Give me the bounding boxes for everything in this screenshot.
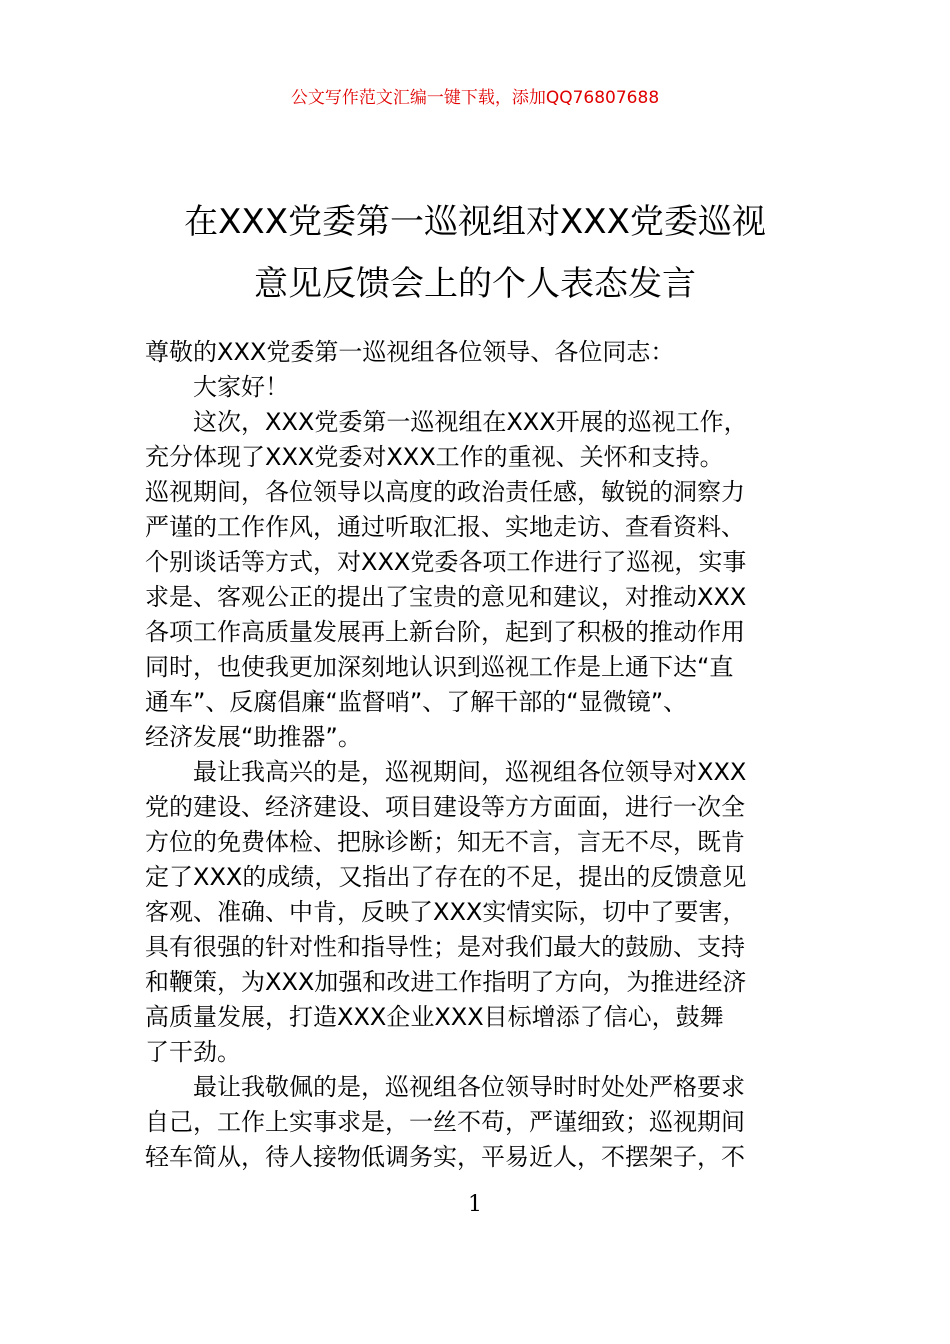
- paragraph-1-line: 求是、客观公正的提出了宝贵的意见和建议，对推动XXX: [145, 583, 747, 611]
- title-line-1: 在XXX党委第一巡视组对XXX党委巡视: [184, 201, 766, 242]
- paragraph-1-line: 巡视期间，各位领导以高度的政治责任感，敏锐的洞察力: [145, 478, 745, 506]
- paragraph-1-line: 这次，XXX党委第一巡视组在XXX开展的巡视工作，: [193, 408, 748, 436]
- paragraph-2-line: 和鞭策，为XXX加强和改进工作指明了方向，为推进经济: [145, 968, 747, 996]
- paragraph-2-line: 客观、准确、中肯，反映了XXX实情实际，切中了要害，: [145, 898, 747, 926]
- speech-body: [145, 335, 815, 1175]
- paragraph-1-line: 充分体现了XXX党委对XXX工作的重视、关怀和支持。: [145, 443, 724, 471]
- paragraph-1-line: 严谨的工作作风，通过听取汇报、实地走访、查看资料、: [145, 513, 745, 541]
- paragraph-3-line: 轻车简从，待人接物低调务实，平易近人，不摆架子，不: [145, 1143, 745, 1171]
- paragraph-1-line: 通车”、反腐倡廉“监督哨”、了解干部的“显微镜”、: [145, 688, 688, 716]
- paragraph-1-line: 各项工作高质量发展再上新台阶，起到了积极的推动作用: [145, 618, 745, 646]
- paragraph-1-line: 经济发展“助推器”。: [145, 723, 362, 751]
- download-notice: 公文写作范文汇编一键下载，添加QQ76807688: [290, 88, 660, 108]
- paragraph-1-line: 同时，也使我更加深刻地认识到巡视工作是上通下达“直: [145, 653, 734, 681]
- paragraph-2-line: 定了XXX的成绩，又指出了存在的不足，提出的反馈意见: [145, 863, 747, 891]
- document-title: [120, 191, 830, 315]
- paragraph-2-line: 高质量发展，打造XXX企业XXX目标增添了信心，鼓舞: [145, 1003, 724, 1031]
- title-line-2: 意见反馈会上的个人表态发言: [254, 263, 696, 304]
- paragraph-2-line: 方位的免费体检、把脉诊断；知无不言，言无不尽，既肯: [145, 828, 745, 856]
- paragraph-2-line: 党的建设、经济建设、项目建设等方方面面，进行一次全: [145, 793, 745, 821]
- paragraph-3-line: 自己，工作上实事求是，一丝不苟，严谨细致；巡视期间: [145, 1108, 745, 1136]
- paragraph-2-line: 了干劲。: [145, 1038, 241, 1066]
- greeting-line: 大家好！: [193, 373, 289, 401]
- paragraph-2-line: 具有很强的针对性和指导性；是对我们最大的鼓励、支持: [145, 933, 745, 961]
- salutation-line: 尊敬的XXX党委第一巡视组各位领导、各位同志：: [145, 338, 675, 366]
- paragraph-3-line: 最让我敬佩的是，巡视组各位领导时时处处严格要求: [193, 1073, 745, 1101]
- page-number: 1: [468, 1192, 482, 1217]
- paragraph-2-line: 最让我高兴的是，巡视期间，巡视组各位领导对XXX: [193, 758, 747, 786]
- paragraph-1-line: 个别谈话等方式，对XXX党委各项工作进行了巡视，实事: [145, 548, 747, 576]
